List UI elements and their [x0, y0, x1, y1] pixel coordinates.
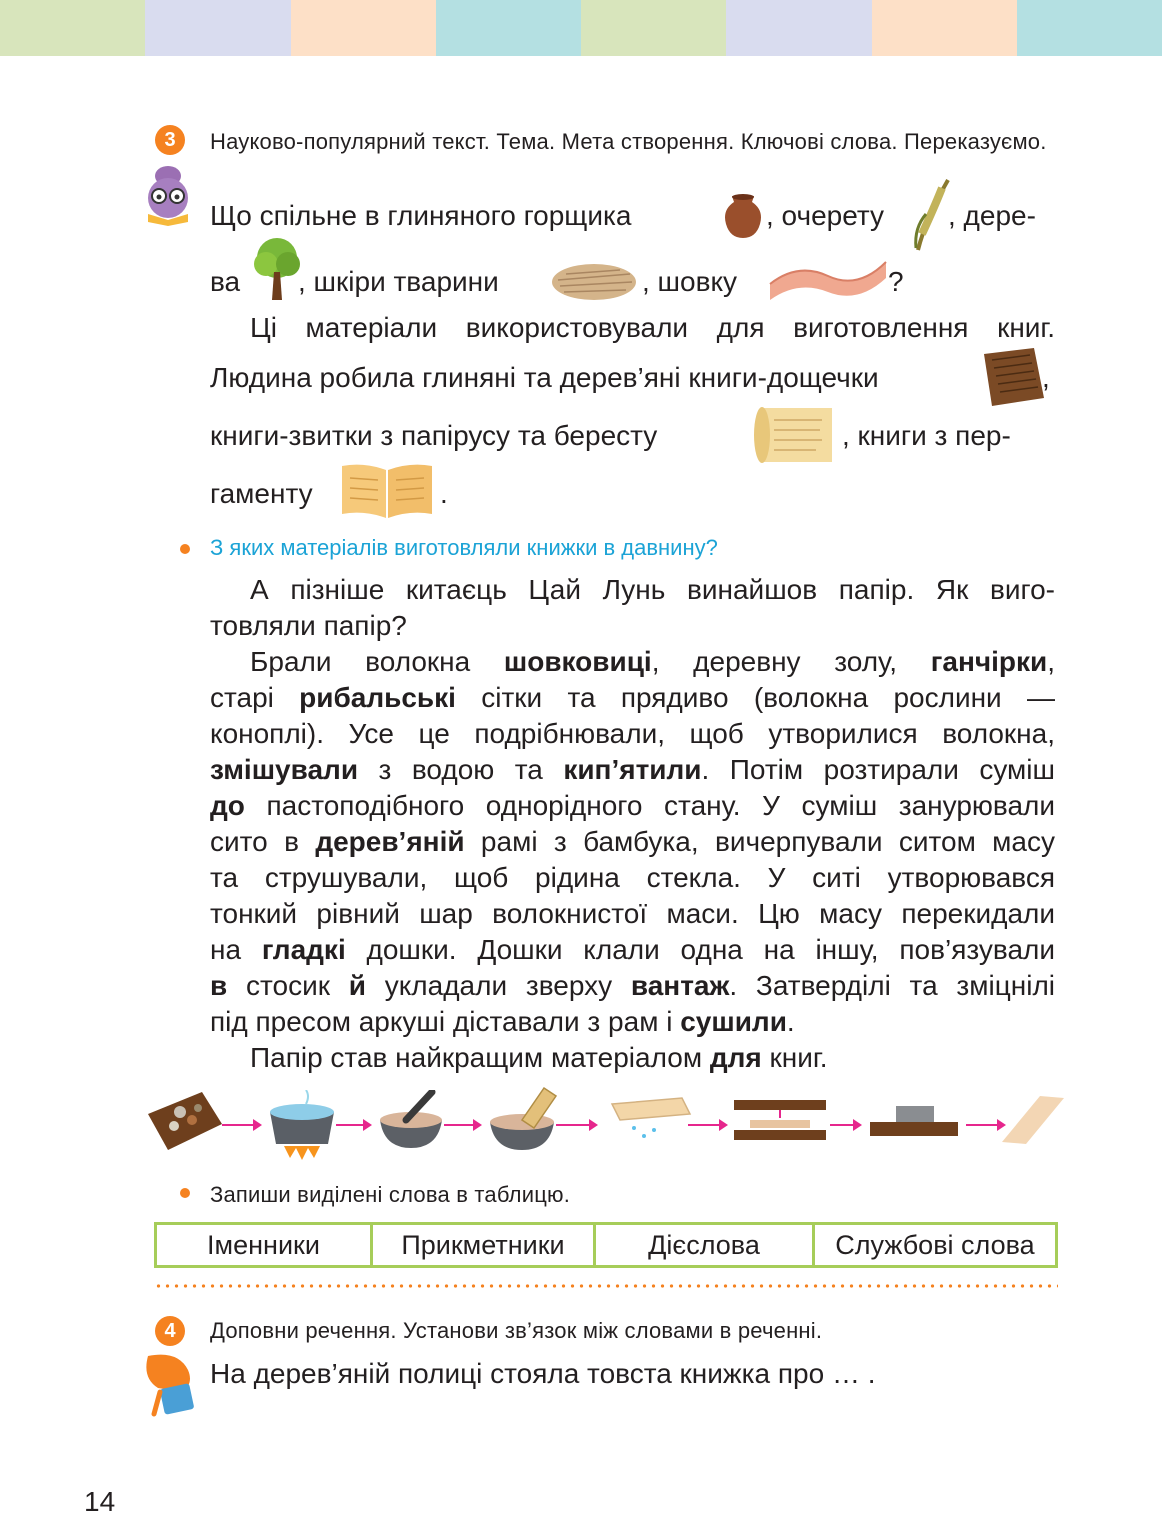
tree-icon [252, 236, 302, 302]
text-line: книги-звитки з папірусу та бересту [210, 420, 658, 451]
text-line [766, 200, 884, 232]
keyword: гладкі [261, 934, 346, 965]
stripe [436, 0, 581, 56]
task-4-sentence: На дерев’яній полиці стояла товста книжка про … . [210, 1358, 876, 1389]
papyrus-scroll-icon [750, 402, 840, 468]
keyword: й [348, 970, 366, 1001]
text-segment: з водою та [358, 754, 564, 785]
text-line: , книги з пер- [842, 420, 1011, 451]
wooden-tablet-book-icon [978, 346, 1048, 408]
keyword: до [210, 790, 245, 821]
page-number: 14 [84, 1486, 116, 1517]
text-line [210, 682, 1055, 714]
text-segment: сітки та прядиво (волокна рослини — [455, 682, 1055, 713]
text-line: тонкий рівний шар волокнистої маси. Цю масу перекидали [210, 898, 1055, 929]
text-segment: рамі з бамбука, вичерпували ситом масу [464, 826, 1055, 857]
keyword: рибальські [299, 682, 456, 713]
task-number-badge: 4 [155, 1316, 185, 1346]
text-line [210, 200, 631, 232]
text-segment: ? [888, 266, 904, 297]
reed-icon [912, 178, 952, 252]
bullet-icon [180, 544, 190, 554]
dotted-divider [154, 1284, 1058, 1288]
text-line [210, 266, 240, 298]
table-header-function-words: Службові слова [814, 1224, 1057, 1267]
flow-arrow [830, 1124, 860, 1126]
flow-arrow [556, 1124, 596, 1126]
text-line: А пізніше китаєць Цай Лунь винайшов папір. Як виго- [250, 574, 1055, 605]
task-number-badge: 3 [155, 125, 185, 155]
text-segment: . Потім розтирали суміш [701, 754, 1055, 785]
text-segment: старі [210, 682, 300, 713]
text-line: Людина робила глиняні та дерев’яні книги-дощечки [210, 362, 879, 393]
text-segment: Папір став найкращим матеріалом [250, 1042, 710, 1073]
text-line: Ці матеріали використовували для виготовлення книг. [250, 312, 1055, 343]
keyword: для [709, 1042, 762, 1073]
text-segment: , [1047, 646, 1055, 677]
text-segment: . [786, 1006, 795, 1037]
text-line [948, 200, 1036, 232]
silk-cloth-icon [768, 254, 890, 312]
text-line [210, 754, 1055, 786]
text-segment: Що спільне в глиняного горщика [210, 200, 632, 231]
sieve-in-bowl-icon [486, 1086, 558, 1154]
text-line: та струшували, щоб рідина стекла. У ситі утворювався [210, 862, 1055, 893]
text-segment: пастоподібного однорідного стану. У суміш занурювали [244, 790, 1055, 821]
keyword: дерев’яній [315, 826, 465, 857]
text-segment: , дере- [948, 200, 1036, 231]
stripe [726, 0, 871, 56]
text-segment: Брали волокна [250, 646, 504, 677]
raw-materials-icon [144, 1084, 224, 1156]
text-segment: сито в [210, 826, 316, 857]
text-segment: укладали зверху [365, 970, 631, 1001]
flow-arrow [222, 1124, 260, 1126]
text-line: , [1042, 362, 1050, 393]
text-segment: , очерету [766, 200, 885, 231]
text-segment: , шовку [642, 266, 738, 297]
table-header-nouns: Іменники [156, 1224, 372, 1267]
text-segment: , деревну золу, [651, 646, 931, 677]
keyword: в [210, 970, 228, 1001]
text-line [210, 790, 1055, 822]
text-line: . [440, 478, 448, 509]
table-header-verbs: Дієслова [595, 1224, 814, 1267]
keyword: сушили [680, 1006, 787, 1037]
keyword: кип’ятили [563, 754, 702, 785]
animal-hide-icon [550, 260, 638, 304]
draining-sieve-icon [606, 1094, 692, 1146]
text-segment: стосик [227, 970, 349, 1001]
text-line: коноплі). Усе це подрібнювали, щоб утворилися волокна, [210, 718, 1055, 749]
task-4-header: Доповни речення. Установи зв’язок між словами в реченні. [210, 1318, 823, 1343]
keyword: ганчірки [930, 646, 1048, 677]
table-header-adjectives: Прикметники [372, 1224, 595, 1267]
keyword: шовковиці [503, 646, 652, 677]
text-line: товляли папір? [210, 610, 407, 641]
stripe [1017, 0, 1162, 56]
clay-pot-icon [722, 192, 764, 240]
flow-arrow [336, 1124, 370, 1126]
text-segment: ва [210, 266, 241, 297]
question-text: З яких матеріалів виготовляли книжки в давнину? [210, 535, 718, 560]
text-segment: . Затверділі та зміцнілі [729, 970, 1056, 1001]
text-segment: на [210, 934, 262, 965]
top-color-stripes [0, 0, 1162, 56]
press-weight-icon [866, 1100, 962, 1140]
stripe [872, 0, 1017, 56]
stripe [145, 0, 290, 56]
text-segment: під пресом аркуші діставали з рам і [210, 1006, 681, 1037]
text-line [250, 1042, 827, 1074]
text-segment: книг. [761, 1042, 828, 1073]
text-line [298, 266, 499, 298]
text-line [888, 266, 904, 298]
text-segment: дошки. Дошки клали одна на іншу, пов’язували [345, 934, 1055, 965]
finished-paper-sheet-icon [998, 1094, 1066, 1146]
flow-arrow [444, 1124, 480, 1126]
text-line [210, 934, 1055, 966]
text-line: гаменту [210, 478, 313, 509]
text-line [210, 970, 1055, 1002]
boiling-pot-icon [266, 1090, 338, 1160]
keyword: вантаж [630, 970, 730, 1001]
bullet-icon [180, 1188, 190, 1198]
text-segment: , шкіри тварини [298, 266, 499, 297]
parts-of-speech-table [154, 1222, 1058, 1268]
text-line [642, 266, 737, 298]
writing-hand-icon [138, 1352, 200, 1418]
stacked-boards-icon [730, 1098, 830, 1144]
stripe [0, 0, 145, 56]
grinding-bowl-icon [376, 1090, 446, 1152]
parchment-book-icon [338, 460, 436, 522]
stripe [291, 0, 436, 56]
owl-reader-icon [142, 162, 194, 228]
text-line [250, 646, 1055, 678]
keyword: змішували [210, 754, 359, 785]
text-line [210, 826, 1055, 858]
task-3-header: Науково-популярний текст. Тема. Мета створення. Ключові слова. Переказуємо. [210, 129, 1047, 154]
stripe [581, 0, 726, 56]
flow-arrow [688, 1124, 726, 1126]
text-line [210, 1006, 795, 1038]
instruction-text: Запиши виділені слова в таблицю. [210, 1182, 571, 1207]
